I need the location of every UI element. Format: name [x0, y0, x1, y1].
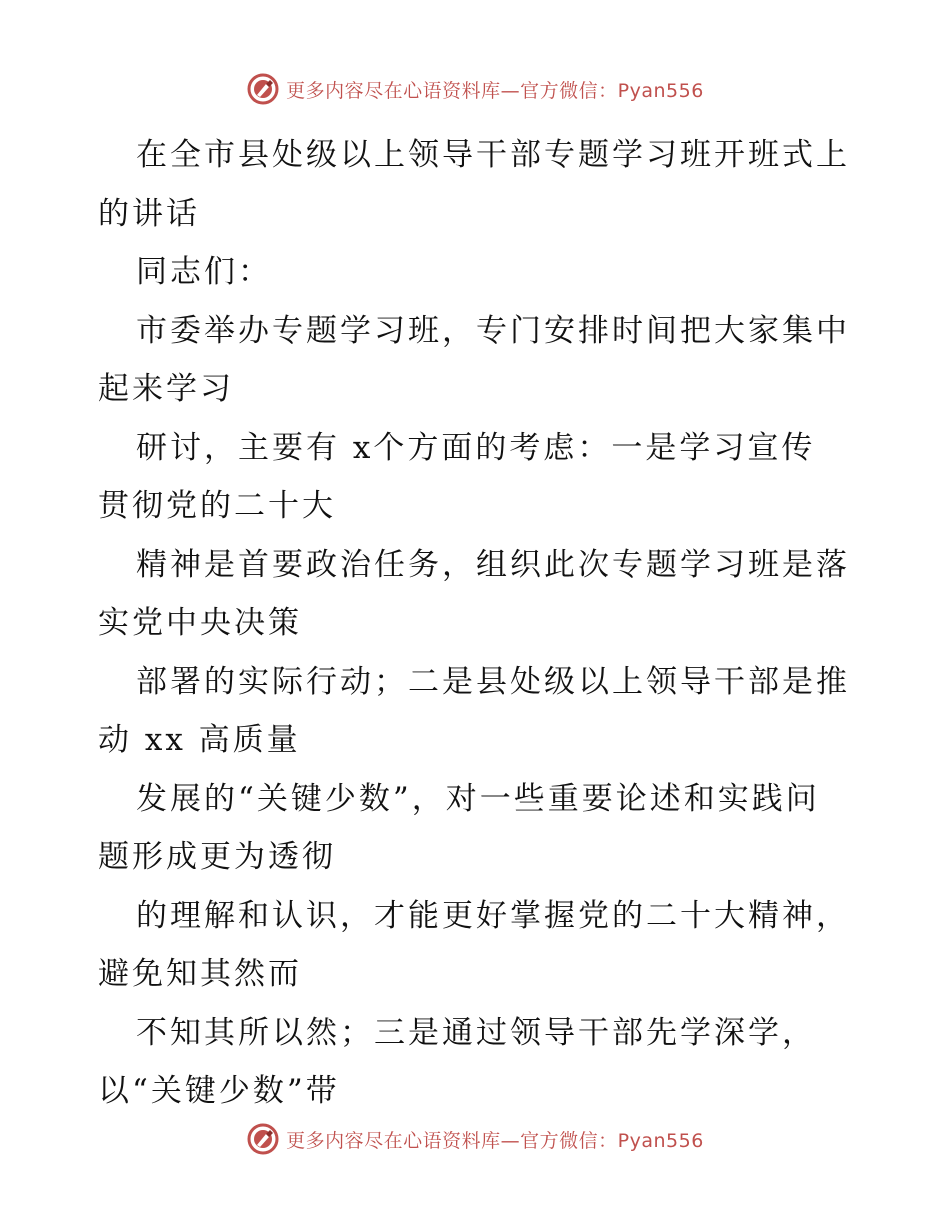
text-line: 实党中央决策: [98, 605, 302, 641]
text-line: 起来学习: [98, 371, 234, 407]
text-line: 题形成更为透彻: [98, 839, 336, 875]
text-line: 精神是首要政治任务，组织此次专题学习班是落: [136, 546, 850, 583]
text-line: 市委举办专题学习班，专门安排时间把大家集中: [136, 312, 850, 349]
header-watermark: [0, 72, 950, 106]
footer-watermark: [0, 1122, 950, 1156]
text-line: 以“关键少数”带: [98, 1073, 340, 1109]
text-line: 发展的“关键少数”，对一些重要论述和实践问: [136, 780, 820, 817]
fountain-pen-badge-icon: [246, 72, 280, 106]
title-line-2: 的讲话: [98, 195, 200, 232]
text-line: 的理解和认识，才能更好掌握党的二十大精神，: [136, 897, 850, 934]
text-line: 研讨，主要有 x个方面的考虑：一是学习宣传: [136, 429, 816, 466]
watermark-text: 更多内容尽在心语资料库—官方微信：Pyan556: [286, 79, 704, 102]
fountain-pen-badge-icon: [246, 1122, 280, 1156]
text-line: 动 xx 高质量: [98, 722, 301, 758]
text-line: 避免知其然而: [98, 956, 302, 992]
text-line: 贯彻党的二十大: [98, 488, 336, 524]
text-line: 不知其所以然；三是通过领导干部先学深学，: [136, 1014, 816, 1051]
salutation: 同志们：: [136, 254, 272, 290]
text-line: 部署的实际行动；二是县处级以上领导干部是推: [136, 663, 850, 700]
watermark-text: 更多内容尽在心语资料库—官方微信：Pyan556: [286, 1129, 704, 1152]
title-line-1: 在全市县处级以上领导干部专题学习班开班式上: [136, 137, 850, 173]
document-body: [98, 126, 858, 1121]
